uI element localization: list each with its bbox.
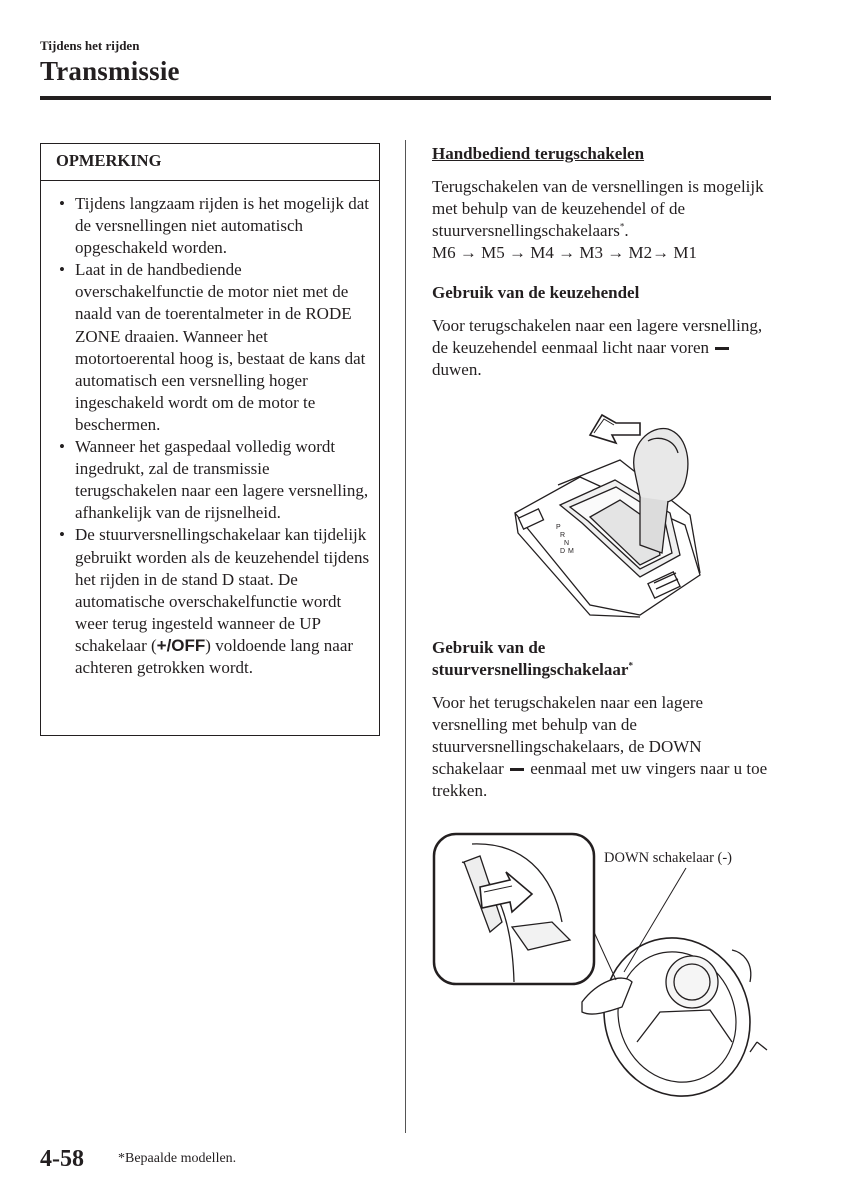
lever-text-end: duwen.	[432, 360, 482, 379]
note-box	[40, 143, 380, 736]
list-item	[57, 259, 371, 436]
list-item	[57, 436, 371, 524]
gear-letter-p: P	[556, 524, 561, 531]
lever-heading: Gebruik van de keuzehendel	[432, 283, 640, 302]
bullet: •	[59, 260, 65, 280]
paddle-text-start: Voor het terugschakelen naar een lagere versnelling met behulp van de stuurversnellingschakelaars, de DOWN schakelaar	[432, 693, 704, 778]
page-title: Transmissie	[40, 56, 180, 86]
intro-end: .	[624, 221, 629, 240]
bullet: •	[59, 194, 65, 213]
gear-letter-d: D	[560, 548, 566, 555]
footnote-marker: *	[619, 221, 625, 232]
list-item	[57, 193, 371, 259]
note-item-text: De stuurversnellingschakelaar kan tijdelijk gebruikt worden als de keuzehendel tijdens het rijden in de stand D staat. De automatische overschakelfunctie wordt weer terug ingesteld wanneer de UP schakelaar (	[75, 525, 370, 655]
shift-lever-illustration	[490, 405, 730, 620]
minus-symbol	[715, 347, 729, 350]
gear-letter-m: M	[568, 548, 574, 555]
manual-downshift-heading: Handbediend terugschakelen	[432, 144, 645, 163]
note-heading: OPMERKING	[41, 144, 379, 181]
paddle-heading-line1: Gebruik van de	[432, 638, 546, 657]
lever-text-start: Voor terugschakelen naar een lagere versnelling, de keuzehendel eenmaal licht naar voren	[432, 316, 763, 357]
note-item-text: Laat in de handbediende overschakelfunctie de motor niet met de naald van de toerentalmeter in de RODE ZONE draaien. Wanneer het motortoerental hoog is, bestaat de kans dat automatisch een versnelling hoger ingeschakeld wordt om de motor te beschermen.	[75, 260, 366, 434]
gear-letter-r: R	[560, 532, 566, 539]
footnote-marker: *	[628, 660, 633, 671]
lever-text	[432, 315, 777, 381]
column-divider	[405, 140, 406, 1133]
note-item-text-end: ) voldoende lang naar achteren getrokken wordt.	[75, 635, 354, 677]
header-rule	[40, 96, 771, 100]
paddle-text	[432, 692, 777, 802]
section-label: Tijdens het rijden	[40, 38, 140, 53]
down-switch-label: DOWN schakelaar (-)	[604, 850, 733, 866]
gear-sequence: M6 → M5 → M4 → M3 → M2→ M1	[432, 243, 697, 262]
footnote: *Bepaalde modellen.	[118, 1151, 237, 1166]
minus-symbol	[510, 768, 524, 771]
intro-text: Terugschakelen van de versnellingen is mogelijk met behulp van de keuzehendel of de stuurversnellingschakelaars	[432, 177, 764, 240]
manual-downshift-text	[432, 176, 777, 264]
steering-wheel-illustration	[432, 832, 777, 1100]
bullet: •	[59, 525, 65, 545]
note-item-text: Tijdens langzaam rijden is het mogelijk dat de versnellingen niet automatisch opgeschakeld worden.	[75, 194, 369, 258]
page-number: 4-58	[40, 1146, 84, 1172]
list-item	[57, 524, 371, 679]
note-list	[41, 181, 379, 679]
paddle-text-end: eenmaal met uw vingers naar u toe trekken.	[432, 759, 768, 800]
bullet: •	[59, 437, 65, 457]
note-item-text: Wanneer het gaspedaal volledig wordt ingedrukt, zal de transmissie terugschakelen naar een lagere versnelling, afhankelijk van de rijsnelheid.	[75, 437, 369, 523]
paddle-heading-line2: stuurversnellingschakelaar	[432, 660, 629, 679]
gear-letter-n: N	[564, 540, 570, 547]
paddle-heading	[432, 637, 777, 681]
up-off-symbol: +/OFF	[156, 635, 206, 655]
